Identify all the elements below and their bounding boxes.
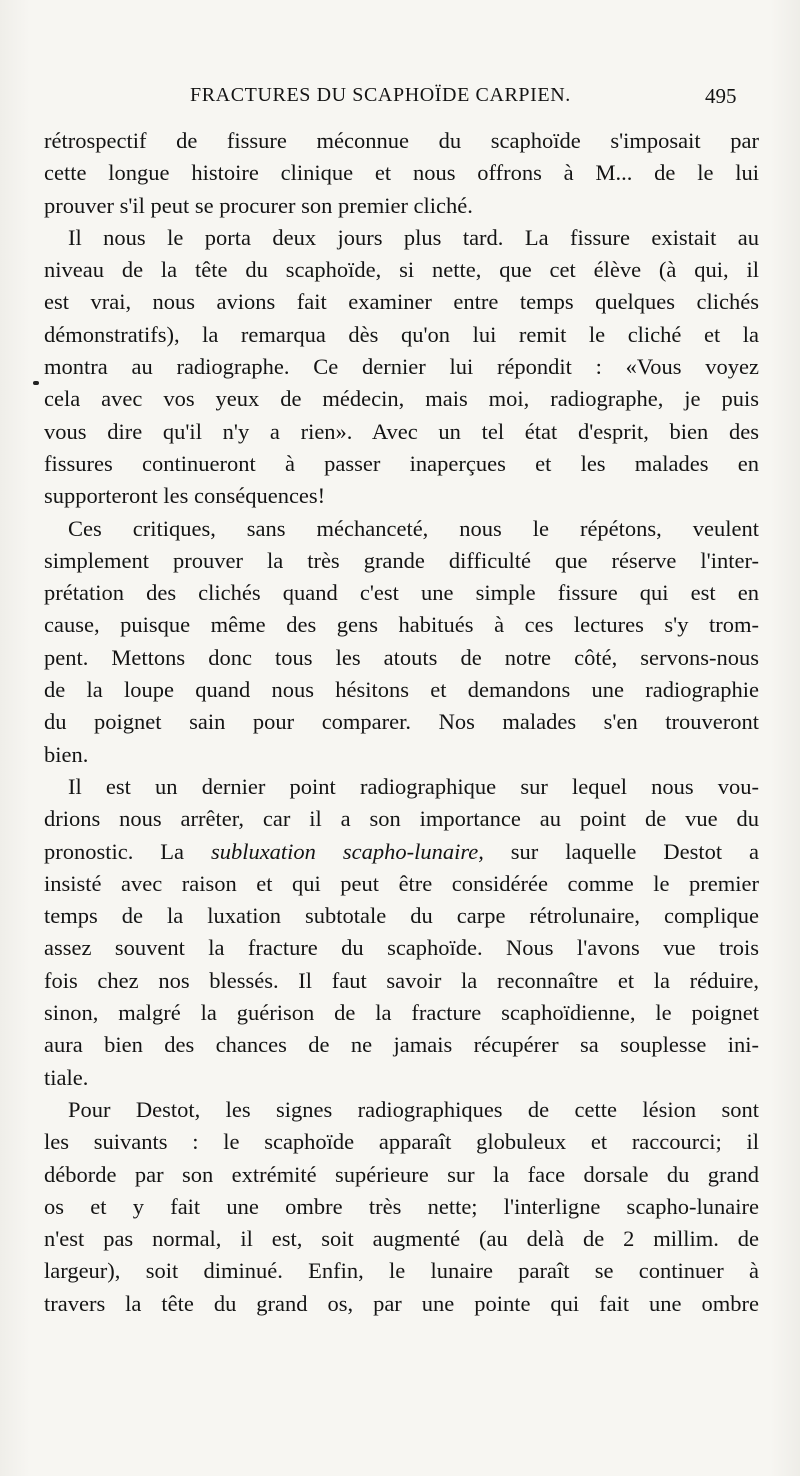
text-line: os et y fait une ombre très nette; l'interligne scapho-lunaire [44, 1193, 759, 1219]
text-line: démonstratifs), la remarqua dès qu'on lui remit le cliché et la [44, 321, 759, 347]
text-line: les suivants : le scaphoïde apparaît globuleux et raccourci; il [44, 1129, 759, 1155]
ink-mark [33, 381, 39, 385]
text-line: tiale. [44, 1064, 89, 1090]
text-line: prétation des clichés quand c'est une simple fissure qui est en [44, 580, 759, 606]
text-line: fois chez nos blessés. Il faut savoir la reconnaître et la réduire, [44, 967, 759, 993]
text-line: sinon, malgré la guérison de la fracture scaphoïdienne, le poignet [44, 1000, 759, 1026]
text-line: travers la tête du grand os, par une pointe qui fait une ombre [44, 1290, 759, 1316]
text-line: du poignet sain pour comparer. Nos malades s'en trouveront [44, 709, 759, 735]
text-line: prouver s'il peut se procurer son premier cliché. [44, 192, 473, 218]
text-line: insisté avec raison et qui peut être considérée comme le premier [44, 870, 759, 896]
text-line: supporteront les conséquences! [44, 483, 326, 509]
page-number: 495 [705, 84, 737, 108]
text-line: pent. Mettons donc tous les atouts de notre côté, servons-nous [44, 644, 759, 670]
text-line: montra au radiographe. Ce dernier lui répondit : «Vous voyez [44, 354, 759, 380]
text-line: assez souvent la fracture du scaphoïde. Nous l'avons vue trois [44, 935, 759, 961]
text-line: simplement prouver la très grande difficulté que réserve l'inter- [44, 547, 759, 573]
text-line: vous dire qu'il n'y a rien». Avec un tel état d'esprit, bien des [44, 418, 759, 444]
running-title: FRACTURES DU SCAPHOÏDE CARPIEN. [190, 84, 571, 106]
text-line: n'est pas normal, il est, soit augmenté (au delà de 2 millim. de [44, 1226, 759, 1252]
text-line: rétrospectif de fissure méconnue du scaphoïde s'imposait par [44, 128, 759, 153]
text-segment: sur laquelle Destot a [483, 838, 759, 864]
text-line: cause, puisque même des gens habitués à ces lectures s'y trom- [44, 612, 759, 638]
italic-term: subluxation scapho-lunaire, [210, 838, 484, 864]
text-line: est vrai, nous avions fait examiner entre temps quelques clichés [44, 289, 759, 315]
text-line: aura bien des chances de ne jamais récupérer sa souplesse ini- [44, 1032, 759, 1058]
text-line: déborde par son extrémité supérieure sur la face dorsale du grand [44, 1161, 759, 1187]
paragraph-start-line: Ces critiques, sans méchanceté, nous le répétons, veulent [68, 515, 759, 541]
text-line: bien. [44, 741, 89, 767]
text-line [44, 836, 759, 868]
paragraph-start-line: Il nous le porta deux jours plus tard. La fissure existait au [68, 224, 759, 250]
text-line: largeur), soit diminué. Enfin, le lunaire paraît se continuer à [44, 1258, 759, 1284]
text-line: cette longue histoire clinique et nous offrons à M... de le lui [44, 160, 759, 186]
text-line: drions nous arrêter, car il a son importance au point de vue du [44, 806, 759, 832]
paragraph-start-line: Il est un dernier point radiographique sur lequel nous vou- [68, 773, 759, 799]
text-segment: pronostic. La [44, 838, 211, 864]
text-line: niveau de la tête du scaphoïde, si nette, que cet élève (à qui, il [44, 257, 759, 283]
paragraph-start-line: Pour Destot, les signes radiographiques de cette lésion sont [68, 1096, 759, 1122]
text-line: cela avec vos yeux de médecin, mais moi, radiographe, je puis [44, 386, 759, 412]
body-text [44, 125, 759, 1320]
text-line: fissures continueront à passer inaperçues et les malades en [44, 450, 759, 476]
text-line: temps de la luxation subtotale du carpe rétrolunaire, complique [44, 903, 759, 929]
text-line: de la loupe quand nous hésitons et demandons une radiographie [44, 677, 759, 703]
